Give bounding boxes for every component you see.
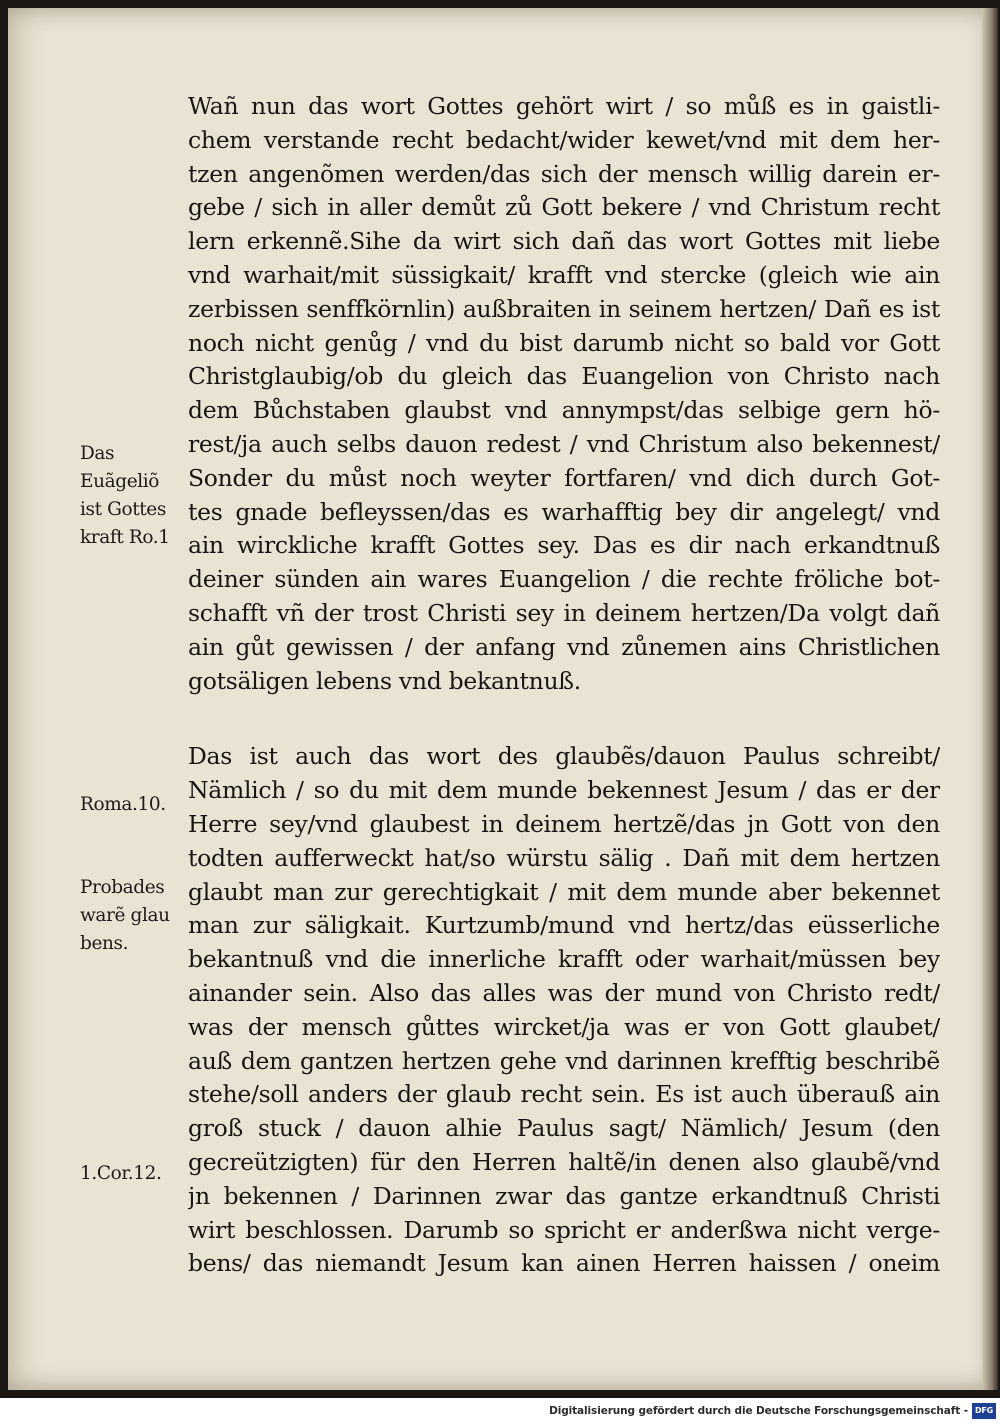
text-line: jn bekennen / Darinnen zwar das gantze erkandtnuß Christi [188, 1181, 940, 1210]
text-line: bekantnuß vnd die innerliche krafft oder warhait/müssen bey [188, 945, 940, 974]
page-gutter-edge [982, 8, 998, 1390]
text-line: Das ist auch das wort des glaubẽs/dauon Paulus schreibt/ [188, 742, 940, 771]
book-page [8, 8, 998, 1390]
text-line: lern erkennẽ.Sihe da wirt sich dañ das wort Gottes mit liebe [188, 227, 940, 256]
margin-note-probades [80, 874, 192, 958]
text-line: Christglaubig/ob du gleich das Euangelion von Christo nach [188, 362, 940, 391]
margin-note-line: Das [80, 443, 115, 464]
text-line: Wañ nun das wort Gottes gehört wirt / so můß es in gaistli- [188, 92, 940, 120]
text-line: zerbissen senffkörnlin) außbraiten in seinem hertzen/ Dañ es ist [188, 294, 940, 323]
text-line: ain gůt gewissen / der anfang vnd zůnemen ains Christlichen [188, 632, 940, 661]
margin-note-line: ist Gottes [80, 499, 166, 520]
margin-note-line: Roma.10. [80, 794, 166, 815]
text-line: gebe / sich in aller demůt zů Gott bekere / vnd Christum recht [188, 193, 940, 222]
margin-note-line: Euãgeliõ [80, 471, 160, 492]
text-line: tzen angenõmen werden/das sich der mensch willig darein er- [188, 159, 940, 188]
text-line: tes gnade befleyssen/das es warhafftig bey dir angelegt/ vnd [188, 497, 940, 526]
paragraph-gap [188, 698, 940, 740]
text-line: todten aufferweckt hat/so würstu sälig . Dañ mit dem hertzen [188, 843, 940, 872]
text-line: stehe/soll anders der glaub recht sein. Es ist auch überauß ain [188, 1080, 940, 1109]
text-line: Herre sey/vnd glaubest in deinem hertzẽ/das jn Gott von den [188, 809, 940, 838]
text-line: auß dem gantzen hertzen gehe vnd darinnen krefftig beschribẽ [188, 1046, 940, 1075]
text-line-last: gotsäligen lebens vnd bekantnuß. [188, 666, 581, 695]
text-line: bens/ das niemandt Jesum kan ainen Herren haissen / oneim [188, 1249, 940, 1278]
text-line: wirt beschlossen. Darumb so spricht er anderßwa nicht verge- [188, 1215, 940, 1244]
margin-note-line: Probades [80, 877, 165, 898]
text-line: groß stuck / dauon alhie Paulus sagt/ Nämlich/ Jesum (den [188, 1114, 940, 1143]
text-line: deiner sünden ain wares Euangelion / die rechte fröliche bot- [188, 565, 940, 594]
text-line: noch nicht genůg / vnd du bist darumb nicht so bald vor Gott [188, 328, 940, 357]
margin-note-line: bens. [80, 933, 129, 954]
dfg-logo-icon: DFG [972, 1403, 996, 1419]
margin-note-euangelion [80, 440, 192, 552]
text-line: vnd warhait/mit süssigkait/ krafft vnd stercke (gleich wie ain [188, 260, 940, 289]
margin-note-line: 1.Cor.12. [80, 1163, 162, 1184]
main-text-block [188, 90, 940, 1281]
text-line: ainander sein. Also das alles was der mund von Christo redt/ [188, 978, 940, 1007]
footer-bar [0, 1398, 1000, 1425]
text-line: man zur säligkait. Kurtzumb/mund vnd hertz/das eüsserliche [188, 911, 940, 940]
text-line: dem Bůchstaben glaubst vnd annympst/das selbige gern hö- [188, 396, 940, 425]
text-line: glaubt man zur gerechtigkait / mit dem munde aber bekennet [188, 877, 940, 906]
margin-note-roma [80, 791, 192, 819]
text-line: gecreützigten) für den Herren haltẽ/in denen also glaubẽ/vnd [188, 1147, 940, 1176]
margin-note-line: kraft Ro.1 [80, 527, 170, 548]
text-line: Sonder du můst noch weyter fortfaren/ vnd dich durch Got- [188, 463, 940, 492]
text-line: ain wirckliche krafft Gottes sey. Das es dir nach erkandtnuß [188, 531, 940, 560]
text-line: chem verstande recht bedacht/wider kewet/vnd mit dem her- [188, 125, 940, 154]
text-line: Nämlich / so du mit dem munde bekennest Jesum / das er der [188, 776, 940, 805]
margin-note-line: warẽ glau [80, 905, 170, 926]
text-line: schafft vñ der trost Christi sey in deinem hertzen/Da volgt dañ [188, 598, 940, 627]
funding-credit: Digitalisierung gefördert durch die Deutsche Forschungsgemeinschaft - [549, 1405, 968, 1417]
text-line: rest/ja auch selbs dauon redest / vnd Christum also bekennest/ [188, 429, 940, 458]
margin-note-cor [80, 1160, 192, 1188]
text-line: was der mensch gůttes wircket/ja was er von Gott glaubet/ [188, 1012, 940, 1041]
